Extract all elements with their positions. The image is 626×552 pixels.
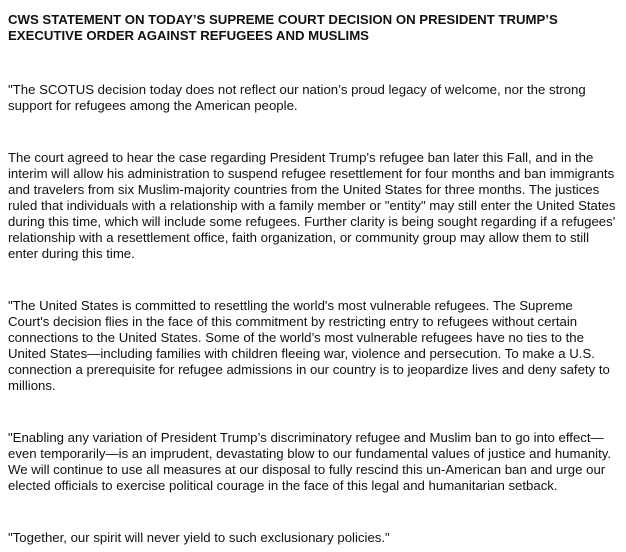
paragraph-ban-impact: "Enabling any variation of President Trump’s discriminatory refugee and Muslim ban to go into effect—even temporarily—is an imprudent, devastating blow to our fundamental values of justice and humanity. We will continue to use all measures at our disposal to fully rescind this un-American ban and urge our elected officials to exercise political courage in the face of this legal and humanitarian setback.: [8, 430, 612, 493]
paragraph-court-ruling: The court agreed to hear the case regarding President Trump's refugee ban later this Fall, and in the interim will allow his administration to suspend refugee resettlement for four months and ban immigrants and travelers from six Muslim-majority countries from the United States for three months. The justices ruled that individuals with a relationship with a family member or "entity" may still enter the United States during this time, which will include some refugees. Further clarity is being sought regarding if a refugees' relationship with a resettlement office, faith organization, or community group may allow them to still enter during this time.: [8, 150, 616, 261]
paragraph-scotus-decision: "The SCOTUS decision today does not reflect our nation’s proud legacy of welcome, nor the strong support for refugees among the American people.: [8, 82, 586, 113]
statement-title: CWS STATEMENT ON TODAY’S SUPREME COURT DECISION ON PRESIDENT TRUMP’S EXECUTIVE ORDER AGAINST REFUGEES AND MUSLIMS: [8, 12, 558, 43]
paragraph-us-commitment: "The United States is committed to resettling the world's most vulnerable refugees. The Supreme Court's decision flies in the face of this commitment by restricting entry to refugees without certain connections to the United States. Some of the world’s most vulnerable refugees have no ties to the United States—including families with children fleeing war, violence and persecution. To make a U.S. connection a prerequisite for refugee admissions in our country is to jeopardize lives and deny safety to millions.: [8, 298, 610, 393]
paragraph-closing-quote: "Together, our spirit will never yield to such exclusionary policies.": [8, 530, 390, 545]
